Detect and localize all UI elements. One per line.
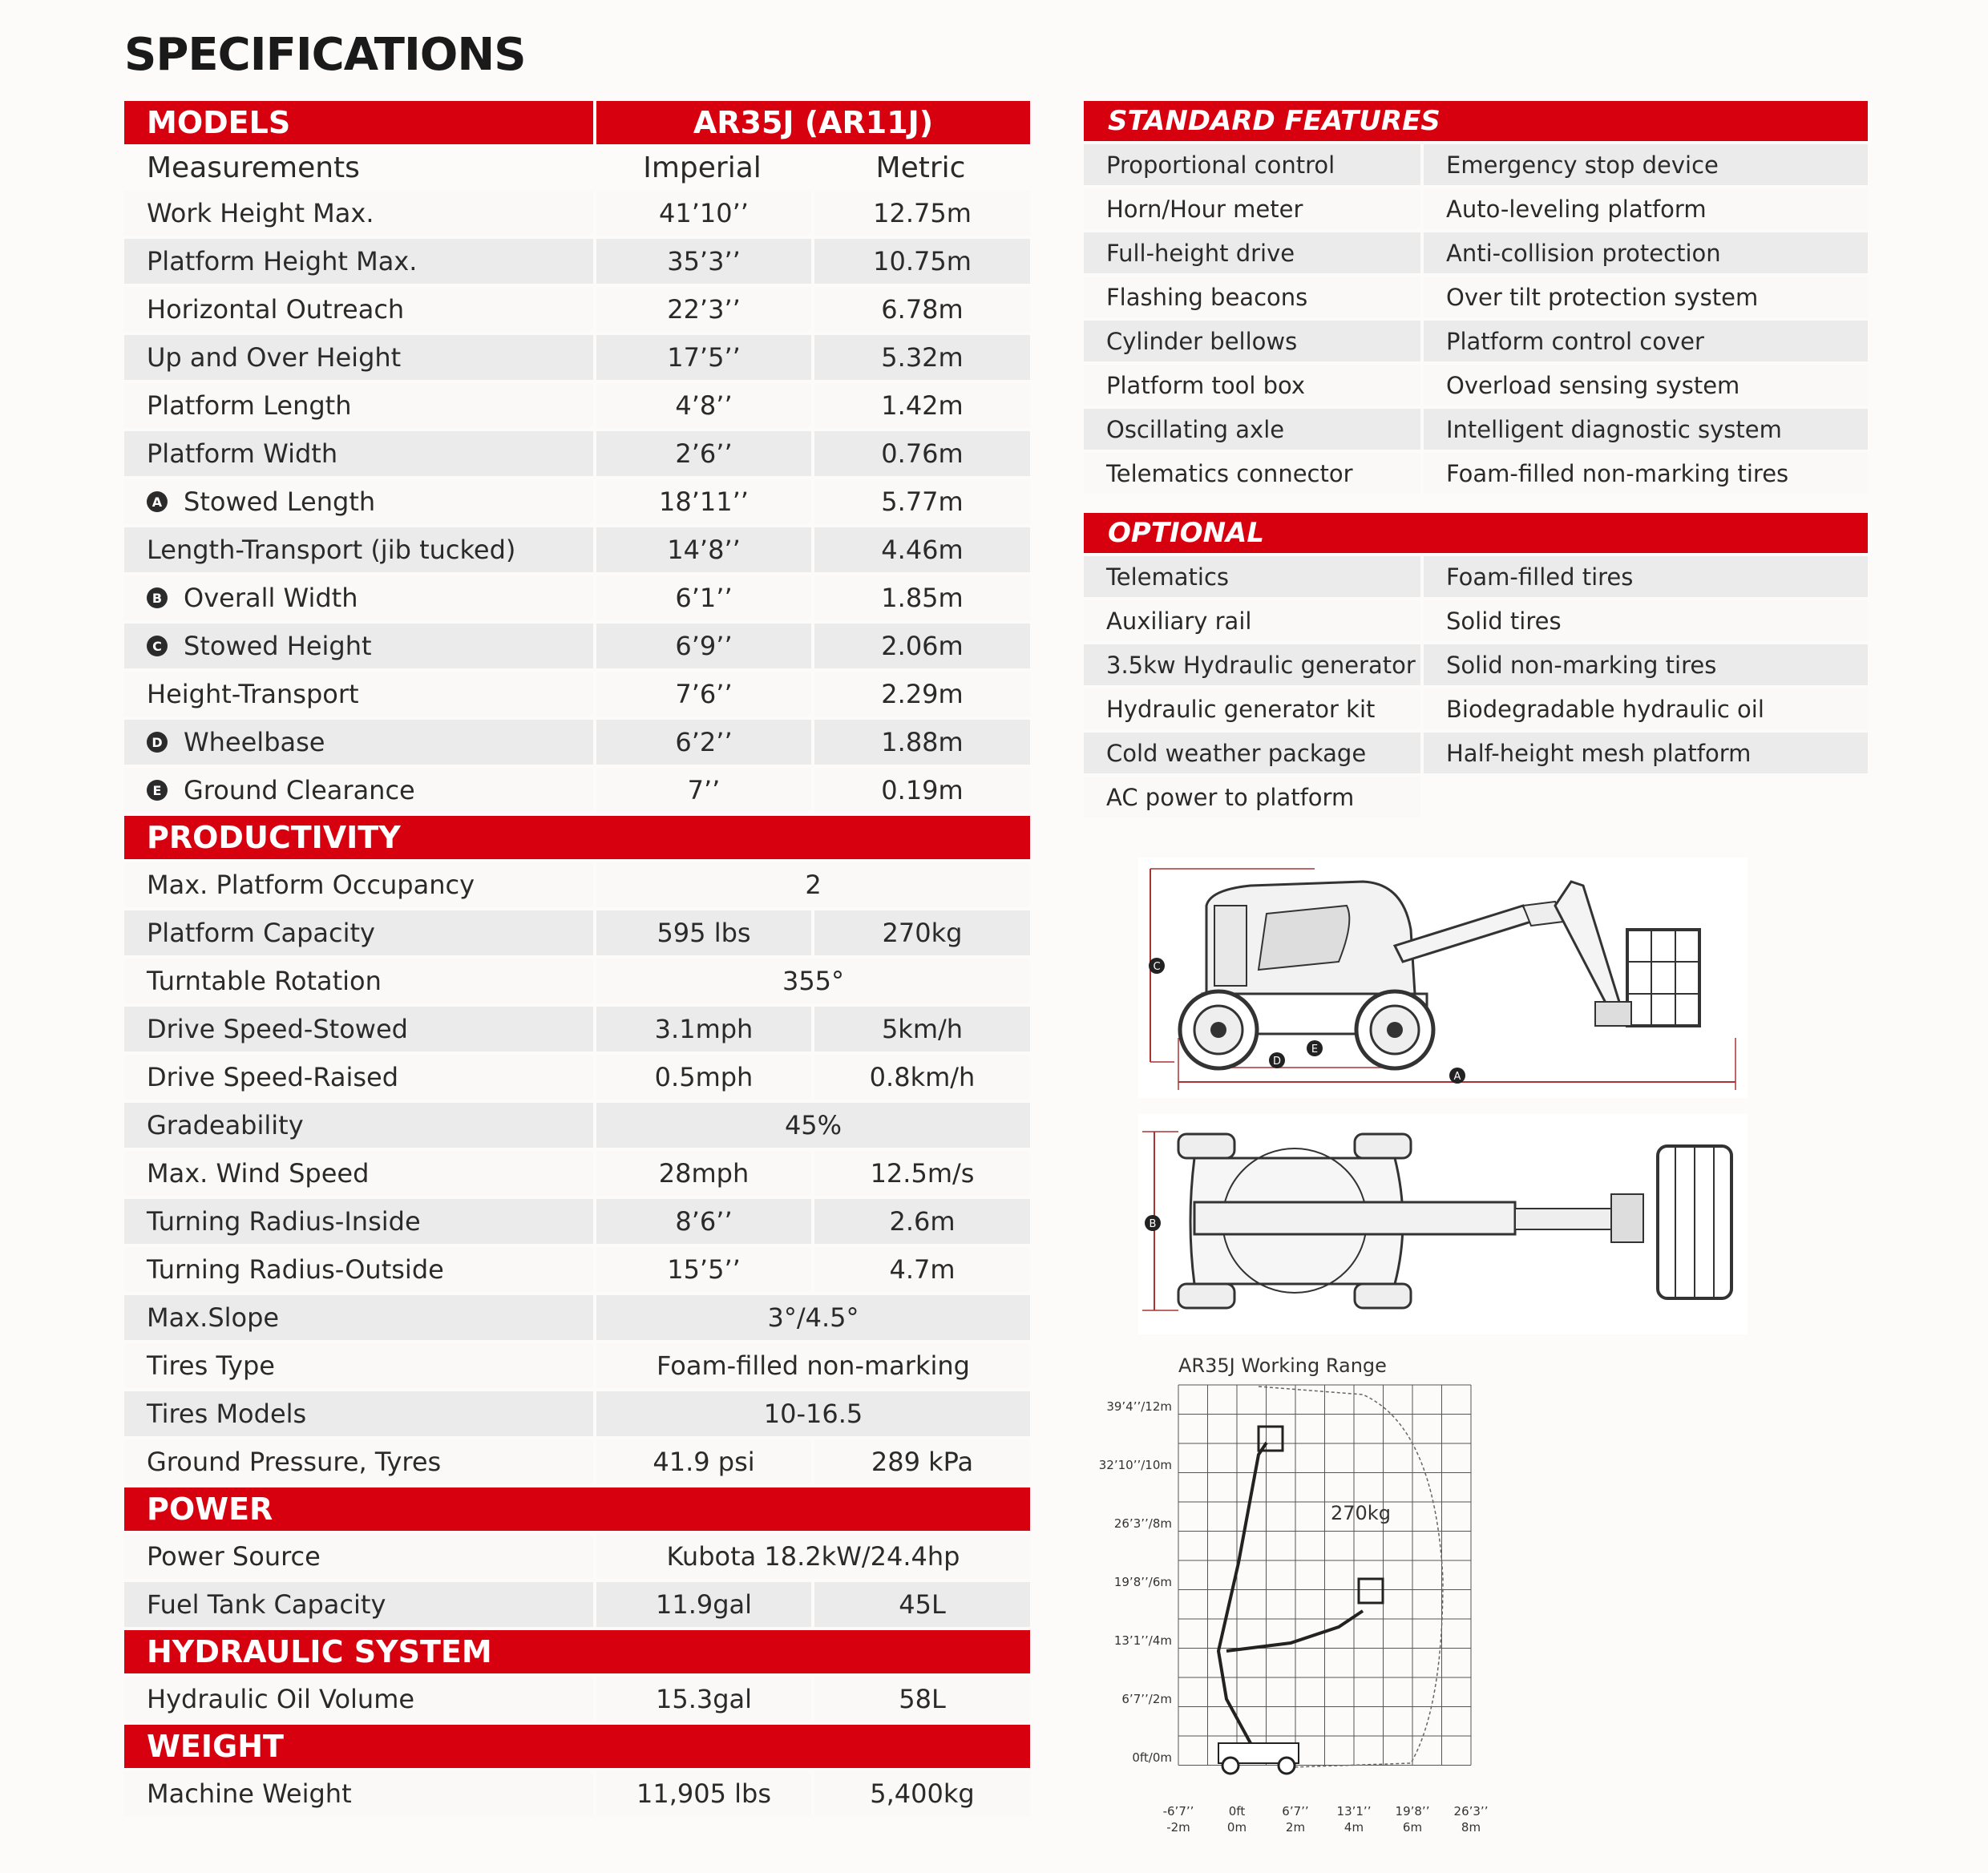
- spec-row: [124, 1103, 1030, 1148]
- spec-value-metric: 5.32m: [814, 335, 1030, 380]
- spec-label-cell: [124, 1534, 593, 1579]
- feature-item: Overload sensing system: [1424, 365, 1868, 406]
- spec-value-metric: 4.46m: [814, 527, 1030, 572]
- spec-label: Height-Transport: [147, 679, 359, 709]
- badge-d: [1269, 1052, 1285, 1068]
- spec-label: Up and Over Height: [147, 342, 402, 373]
- spec-row: [124, 1439, 1030, 1484]
- spec-label: Platform Capacity: [147, 918, 375, 948]
- spec-value-imperial: 41’10’’: [596, 191, 811, 236]
- spec-value-metric: 45L: [814, 1582, 1030, 1627]
- page-title: SPECIFICATIONS: [124, 29, 526, 81]
- spec-label: Work Height Max.: [147, 198, 374, 228]
- feature-item: Platform tool box: [1084, 365, 1420, 406]
- feature-row: [1084, 777, 1868, 817]
- spec-row: [124, 383, 1030, 428]
- side-view-diagram: [1138, 858, 1748, 1098]
- y-axis-label: 0ft/0m: [1132, 1750, 1172, 1765]
- spec-label-cell: [124, 959, 593, 1003]
- spec-value-metric: 2.06m: [814, 624, 1030, 668]
- spec-label-cell: [124, 1199, 593, 1244]
- spec-row: [124, 1343, 1030, 1388]
- feature-item: Solid non-marking tires: [1424, 644, 1868, 685]
- spec-label-cell: [124, 479, 593, 524]
- spec-value-imperial: 7’6’’: [596, 672, 811, 717]
- spec-row: [124, 287, 1030, 332]
- spec-value-imperial: 17’5’’: [596, 335, 811, 380]
- x-axis-label-imperial: 26’3’’: [1453, 1804, 1489, 1819]
- y-axis-label: 13’1’’/4m: [1113, 1633, 1172, 1648]
- dimension-badge: D: [147, 732, 168, 753]
- x-axis-label-imperial: 6’7’’: [1282, 1804, 1309, 1819]
- feature-row: [1084, 277, 1868, 317]
- productivity-rows: [124, 862, 1030, 1484]
- spec-value-imperial: 41.9 psi: [596, 1439, 811, 1484]
- feature-item: Biodegradable hydraulic oil: [1424, 688, 1868, 729]
- models-header: [124, 101, 1030, 144]
- badge-b: [1145, 1215, 1161, 1231]
- spec-row: [124, 239, 1030, 284]
- spec-value: Foam-filled non-marking: [596, 1343, 1030, 1388]
- feature-row: [1084, 321, 1868, 361]
- spec-label: Stowed Height: [184, 631, 372, 661]
- y-axis-label: 32’10’’/10m: [1098, 1458, 1172, 1472]
- svg-text:E: E: [1311, 1043, 1319, 1056]
- spec-label: Ground Pressure, Tyres: [147, 1447, 442, 1477]
- spec-label: Tires Models: [147, 1399, 307, 1429]
- spec-label: Gradeability: [147, 1110, 304, 1140]
- spec-row: [124, 431, 1030, 476]
- spec-row: [124, 527, 1030, 572]
- spec-value-imperial: 6’2’’: [596, 720, 811, 765]
- x-axis-label-metric: 6m: [1402, 1820, 1423, 1835]
- feature-row: [1084, 688, 1868, 729]
- spec-value-imperial: 6’9’’: [596, 624, 811, 668]
- feature-item: Platform control cover: [1424, 321, 1868, 361]
- spec-label-cell: [124, 910, 593, 955]
- spec-label-cell: [124, 862, 593, 907]
- capacity-label: 270kg: [1331, 1502, 1391, 1524]
- spec-label: Max. Platform Occupancy: [147, 870, 475, 900]
- spec-label-cell: [124, 335, 593, 380]
- spec-label: Drive Speed-Stowed: [147, 1014, 408, 1044]
- spec-value-imperial: 3.1mph: [596, 1007, 811, 1052]
- spec-label-cell: [124, 1247, 593, 1292]
- spec-value-imperial: 595 lbs: [596, 910, 811, 955]
- model-name: AR35J (AR11J): [593, 101, 1030, 144]
- x-axis-label-imperial: -6’7’’: [1162, 1804, 1194, 1819]
- dimension-rows: [124, 191, 1030, 813]
- spec-value-imperial: 14’8’’: [596, 527, 811, 572]
- y-axis-label: 19’8’’/6m: [1113, 1575, 1172, 1589]
- dimension-badge: A: [147, 491, 168, 512]
- feature-row: [1084, 365, 1868, 406]
- badge-c: [1149, 958, 1165, 974]
- spec-label: Wheelbase: [184, 727, 325, 757]
- feature-row: [1084, 144, 1868, 185]
- spec-value-imperial: 15.3gal: [596, 1677, 811, 1722]
- optional-table: [1084, 513, 1868, 821]
- spec-label: Overall Width: [184, 583, 358, 613]
- hydraulic-header: HYDRAULIC SYSTEM: [124, 1630, 1030, 1673]
- feature-item: Hydraulic generator kit: [1084, 688, 1420, 729]
- spec-label: Turntable Rotation: [147, 966, 382, 996]
- feature-row: [1084, 453, 1868, 494]
- optional-header: OPTIONAL: [1084, 513, 1868, 553]
- spec-label-cell: [124, 768, 593, 813]
- feature-item: Anti-collision protection: [1424, 232, 1868, 273]
- spec-label-cell: [124, 1055, 593, 1100]
- spec-row: [124, 479, 1030, 524]
- optional-rows: [1084, 556, 1868, 817]
- spec-value-metric: 5km/h: [814, 1007, 1030, 1052]
- spec-value-metric: 1.88m: [814, 720, 1030, 765]
- spec-label-cell: [124, 575, 593, 620]
- metric-label: Metric: [875, 151, 966, 184]
- spec-value: 3°/4.5°: [596, 1295, 1030, 1340]
- feature-row: [1084, 733, 1868, 773]
- x-axis-label-metric: 2m: [1285, 1820, 1306, 1835]
- feature-item: Half-height mesh platform: [1424, 733, 1868, 773]
- spec-row: [124, 1391, 1030, 1436]
- spec-label: Drive Speed-Raised: [147, 1062, 399, 1092]
- working-range-chart: [1098, 1379, 1507, 1843]
- spec-row: [124, 1771, 1030, 1816]
- spec-value-metric: 5.77m: [814, 479, 1030, 524]
- spec-value-imperial: 8’6’’: [596, 1199, 811, 1244]
- spec-value-imperial: 7’’: [596, 768, 811, 813]
- spec-value-metric: 0.8km/h: [814, 1055, 1030, 1100]
- spec-row: [124, 191, 1030, 236]
- spec-value-imperial: 2’6’’: [596, 431, 811, 476]
- productivity-header: PRODUCTIVITY: [124, 816, 1030, 859]
- spec-label: Length-Transport (jib tucked): [147, 535, 516, 565]
- feature-item: Flashing beacons: [1084, 277, 1420, 317]
- spec-label: Machine Weight: [147, 1778, 352, 1809]
- hydraulic-rows: [124, 1677, 1030, 1722]
- feature-item: Telematics: [1084, 556, 1420, 597]
- working-range-title: AR35J Working Range: [1178, 1354, 1387, 1377]
- spec-value: 355°: [596, 959, 1030, 1003]
- spec-label-cell: [124, 527, 593, 572]
- y-axis-label: 26’3’’/8m: [1113, 1516, 1172, 1531]
- feature-item: Emergency stop device: [1424, 144, 1868, 185]
- power-header: POWER: [124, 1488, 1030, 1531]
- feature-item: Proportional control: [1084, 144, 1420, 185]
- feature-item: [1424, 777, 1868, 817]
- standard-features-rows: [1084, 144, 1868, 494]
- feature-item: Cylinder bellows: [1084, 321, 1420, 361]
- spec-row: [124, 1151, 1030, 1196]
- feature-item: Solid tires: [1424, 600, 1868, 641]
- standard-features-header: STANDARD FEATURES: [1084, 101, 1868, 141]
- feature-item: Full-height drive: [1084, 232, 1420, 273]
- dimension-badge: B: [147, 587, 168, 608]
- svg-text:D: D: [1272, 1056, 1282, 1068]
- spec-label: Turning Radius-Outside: [147, 1254, 444, 1285]
- spec-value-metric: 5,400kg: [814, 1771, 1030, 1816]
- spec-row: [124, 335, 1030, 380]
- spec-value-metric: 6.78m: [814, 287, 1030, 332]
- feature-row: [1084, 188, 1868, 229]
- spec-label: Power Source: [147, 1541, 321, 1572]
- spec-label: Platform Length: [147, 390, 352, 421]
- spec-label-cell: [124, 1582, 593, 1627]
- spec-label-cell: [124, 1103, 593, 1148]
- spec-value: 45%: [596, 1103, 1030, 1148]
- spec-value-metric: 12.75m: [814, 191, 1030, 236]
- x-axis-label-imperial: 13’1’’: [1336, 1804, 1372, 1819]
- spec-value-metric: 12.5m/s: [814, 1151, 1030, 1196]
- feature-item: Oscillating axle: [1084, 409, 1420, 450]
- spec-value-metric: 0.76m: [814, 431, 1030, 476]
- feature-item: Over tilt protection system: [1424, 277, 1868, 317]
- badge-e: [1307, 1040, 1323, 1056]
- spec-label-cell: [124, 720, 593, 765]
- spec-value-metric: 2.29m: [814, 672, 1030, 717]
- spec-value-metric: 1.85m: [814, 575, 1030, 620]
- spec-label-cell: [124, 191, 593, 236]
- spec-label: Platform Width: [147, 438, 338, 469]
- feature-item: Cold weather package: [1084, 733, 1420, 773]
- feature-item: Auto-leveling platform: [1424, 188, 1868, 229]
- feature-row: [1084, 644, 1868, 685]
- spec-value-imperial: 35’3’’: [596, 239, 811, 284]
- feature-row: [1084, 600, 1868, 641]
- spec-label: Tires Type: [147, 1350, 275, 1381]
- spec-row: [124, 720, 1030, 765]
- x-axis-label-imperial: 19’8’’: [1395, 1804, 1430, 1819]
- spec-row: [124, 575, 1030, 620]
- spec-label-cell: [124, 1151, 593, 1196]
- feature-item: Auxiliary rail: [1084, 600, 1420, 641]
- spec-value-imperial: 22’3’’: [596, 287, 811, 332]
- spec-label: Max. Wind Speed: [147, 1158, 370, 1189]
- spec-value-imperial: 4’8’’: [596, 383, 811, 428]
- spec-label-cell: [124, 1677, 593, 1722]
- feature-item: Horn/Hour meter: [1084, 188, 1420, 229]
- measurements-label: Measurements: [147, 151, 360, 184]
- weight-rows: [124, 1771, 1030, 1816]
- feature-row: [1084, 556, 1868, 597]
- spec-value: 10-16.5: [596, 1391, 1030, 1436]
- svg-text:C: C: [1153, 961, 1161, 973]
- spec-row: [124, 672, 1030, 717]
- spec-value-imperial: 28mph: [596, 1151, 811, 1196]
- dimension-badge: E: [147, 780, 168, 801]
- spec-label-cell: [124, 672, 593, 717]
- spec-label-cell: [124, 383, 593, 428]
- spec-label-cell: [124, 1007, 593, 1052]
- spec-row: [124, 1295, 1030, 1340]
- feature-row: [1084, 232, 1868, 273]
- spec-value-imperial: 11.9gal: [596, 1582, 811, 1627]
- spec-label-cell: [124, 1391, 593, 1436]
- y-axis-label: 39’4’’/12m: [1106, 1399, 1172, 1414]
- spec-table: [124, 101, 1030, 1819]
- spec-value-metric: 270kg: [814, 910, 1030, 955]
- imperial-label: Imperial: [643, 151, 762, 184]
- spec-row: [124, 910, 1030, 955]
- feature-item: AC power to platform: [1084, 777, 1420, 817]
- spec-value: Kubota 18.2kW/24.4hp: [596, 1534, 1030, 1579]
- spec-value-metric: 58L: [814, 1677, 1030, 1722]
- standard-features-table: [1084, 101, 1868, 497]
- spec-label-cell: [124, 624, 593, 668]
- power-rows: [124, 1534, 1030, 1627]
- x-axis-label-metric: 0m: [1226, 1820, 1247, 1835]
- spec-row: [124, 1247, 1030, 1292]
- spec-label: Max.Slope: [147, 1302, 280, 1333]
- feature-item: Telematics connector: [1084, 453, 1420, 494]
- spec-row: [124, 1534, 1030, 1579]
- dimension-badge: C: [147, 636, 168, 656]
- spec-label-cell: [124, 239, 593, 284]
- spec-label-cell: [124, 1295, 593, 1340]
- measurements-subheader: [124, 147, 1030, 188]
- top-view-diagram: [1138, 1114, 1748, 1334]
- models-label: MODELS: [147, 105, 291, 140]
- feature-item: 3.5kw Hydraulic generator: [1084, 644, 1420, 685]
- spec-value: 2: [596, 862, 1030, 907]
- feature-item: Foam-filled tires: [1424, 556, 1868, 597]
- spec-row: [124, 1582, 1030, 1627]
- spec-value-metric: 2.6m: [814, 1199, 1030, 1244]
- svg-text:A: A: [1453, 1071, 1461, 1083]
- spec-row: [124, 862, 1030, 907]
- spec-label-cell: [124, 1343, 593, 1388]
- spec-label-cell: [124, 1439, 593, 1484]
- spec-value-metric: 1.42m: [814, 383, 1030, 428]
- spec-value-imperial: 0.5mph: [596, 1055, 811, 1100]
- svg-text:B: B: [1149, 1218, 1157, 1230]
- spec-label: Platform Height Max.: [147, 246, 418, 277]
- spec-row: [124, 1007, 1030, 1052]
- x-axis-label-metric: -2m: [1166, 1820, 1190, 1835]
- spec-label-cell: [124, 431, 593, 476]
- spec-value-metric: 0.19m: [814, 768, 1030, 813]
- spec-row: [124, 624, 1030, 668]
- spec-value-metric: 4.7m: [814, 1247, 1030, 1292]
- spec-label: Turning Radius-Inside: [147, 1206, 421, 1237]
- feature-row: [1084, 409, 1868, 450]
- spec-row: [124, 959, 1030, 1003]
- spec-row: [124, 1677, 1030, 1722]
- x-axis-label-metric: 4m: [1344, 1820, 1364, 1835]
- spec-value-imperial: 15’5’’: [596, 1247, 811, 1292]
- spec-row: [124, 1055, 1030, 1100]
- badge-a: [1449, 1068, 1465, 1084]
- feature-item: Foam-filled non-marking tires: [1424, 453, 1868, 494]
- spec-row: [124, 768, 1030, 813]
- y-axis-label: 6’7’’/2m: [1121, 1692, 1172, 1706]
- spec-value-metric: 289 kPa: [814, 1439, 1030, 1484]
- spec-row: [124, 1199, 1030, 1244]
- spec-value-imperial: 11,905 lbs: [596, 1771, 811, 1816]
- feature-item: Intelligent diagnostic system: [1424, 409, 1868, 450]
- spec-label-cell: [124, 287, 593, 332]
- spec-label: Horizontal Outreach: [147, 294, 405, 325]
- spec-label: Ground Clearance: [184, 775, 415, 805]
- spec-value-imperial: 18’11’’: [596, 479, 811, 524]
- spec-label: Hydraulic Oil Volume: [147, 1684, 415, 1714]
- spec-label: Fuel Tank Capacity: [147, 1589, 386, 1620]
- spec-label-cell: [124, 1771, 593, 1816]
- spec-value-imperial: 6’1’’: [596, 575, 811, 620]
- x-axis-label-metric: 8m: [1461, 1820, 1481, 1835]
- spec-value-metric: 10.75m: [814, 239, 1030, 284]
- x-axis-label-imperial: 0ft: [1228, 1804, 1246, 1819]
- spec-label: Stowed Length: [184, 486, 376, 517]
- weight-header: WEIGHT: [124, 1725, 1030, 1768]
